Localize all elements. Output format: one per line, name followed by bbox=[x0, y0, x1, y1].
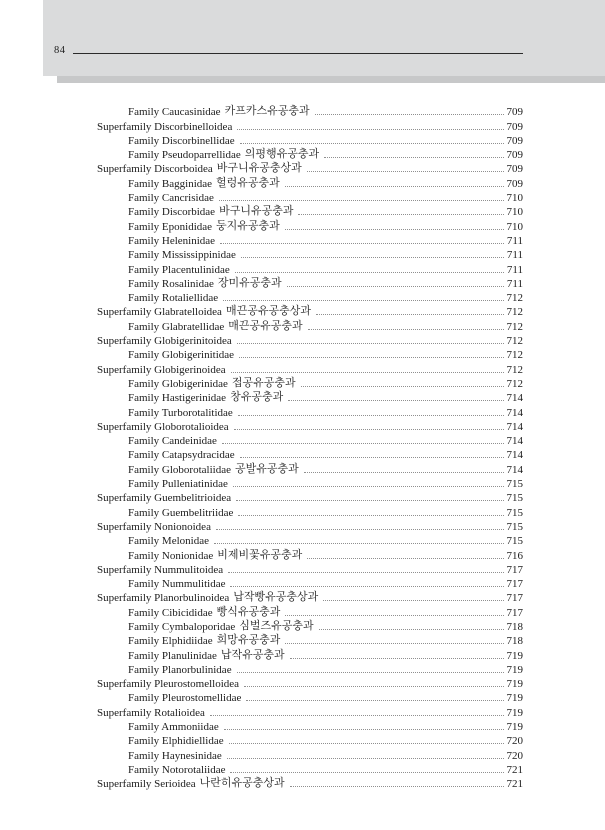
toc-entry bbox=[97, 762, 523, 776]
toc-entry-latin-name: Family Cymbaloporidae bbox=[128, 620, 236, 633]
toc-entry-page-number: 710 bbox=[506, 220, 523, 233]
toc-entry-page-number: 711 bbox=[506, 277, 523, 290]
toc-entry bbox=[97, 519, 523, 533]
toc-entry-korean-name: 창유공충과 bbox=[230, 391, 284, 404]
toc-entry bbox=[97, 333, 523, 347]
dot-leader bbox=[290, 658, 504, 659]
toc-entry-page-number: 717 bbox=[506, 592, 523, 605]
toc-entry-page-number: 712 bbox=[506, 335, 523, 348]
toc-entry-latin-name: Superfamily Nonionoidea bbox=[97, 520, 211, 533]
toc-entry bbox=[97, 662, 523, 676]
toc-entry-korean-name: 카프카스유공충과 bbox=[224, 105, 310, 118]
toc-entry bbox=[97, 118, 523, 132]
dot-leader bbox=[231, 372, 504, 373]
toc-entry-page-number: 719 bbox=[506, 663, 523, 676]
dot-leader bbox=[224, 729, 504, 730]
toc-entry-page-number: 717 bbox=[506, 606, 523, 619]
toc-entry-latin-name: Superfamily Guembelitrioidea bbox=[97, 492, 232, 505]
toc-entry bbox=[97, 690, 523, 704]
previous-page-fragment bbox=[43, 0, 605, 76]
toc-entry-page-number: 721 bbox=[506, 778, 523, 791]
toc-entry-korean-name: 납작유공충과 bbox=[220, 648, 285, 661]
toc-entry-latin-name: Superfamily Globigerinitoidea bbox=[97, 335, 232, 348]
toc-entry-page-number: 709 bbox=[506, 120, 523, 133]
toc-entry-korean-name: 납작빵유공충상과 bbox=[233, 591, 319, 604]
dot-leader bbox=[235, 272, 504, 273]
toc-entry-latin-name: Family Pseudoparrellidae bbox=[128, 149, 241, 162]
dot-leader bbox=[323, 600, 503, 601]
toc-entry-latin-name: Superfamily Serioidea bbox=[97, 778, 196, 791]
toc-entry bbox=[97, 376, 523, 390]
dot-leader bbox=[237, 672, 504, 673]
dot-leader bbox=[228, 572, 503, 573]
dot-leader bbox=[307, 558, 503, 559]
toc-entry-latin-name: Superfamily Nummulitoidea bbox=[97, 563, 224, 576]
toc-entry bbox=[97, 404, 523, 418]
dot-leader bbox=[244, 686, 503, 687]
toc-entry-page-number: 711 bbox=[506, 234, 523, 247]
dot-leader bbox=[219, 200, 504, 201]
toc-entry-page-number: 714 bbox=[506, 463, 523, 476]
toc-entry-latin-name: Family Placentulinidae bbox=[128, 263, 230, 276]
toc-entry bbox=[97, 747, 523, 761]
toc-entry-page-number: 714 bbox=[506, 406, 523, 419]
toc-entry bbox=[97, 647, 523, 661]
toc-entry-page-number: 719 bbox=[506, 649, 523, 662]
dot-leader bbox=[324, 157, 503, 158]
toc-entry bbox=[97, 261, 523, 275]
toc-entry-latin-name: Family Rosalinidae bbox=[128, 277, 214, 290]
toc-entry-latin-name: Family Globorotaliidae bbox=[128, 463, 231, 476]
toc-entry-page-number: 717 bbox=[506, 578, 523, 591]
toc-entry bbox=[97, 147, 523, 161]
toc-entry-korean-name: 공발유공충과 bbox=[234, 462, 299, 475]
toc-entry-latin-name: Family Discorbidae bbox=[128, 206, 216, 219]
toc-entry-latin-name: Superfamily Glabratelloidea bbox=[97, 306, 222, 319]
dot-leader bbox=[236, 500, 503, 501]
dot-leader bbox=[285, 229, 504, 230]
toc-entry bbox=[97, 190, 523, 204]
dot-leader bbox=[237, 343, 504, 344]
dot-leader bbox=[290, 786, 504, 787]
dot-leader bbox=[285, 186, 504, 187]
toc-entry-latin-name: Family Mississippinidae bbox=[128, 249, 236, 262]
toc-entry-latin-name: Family Catapsydracidae bbox=[128, 449, 235, 462]
toc-entry-latin-name: Family Eponididae bbox=[128, 220, 213, 233]
toc-entry-page-number: 712 bbox=[506, 320, 523, 333]
dot-leader bbox=[239, 357, 503, 358]
toc-entry-page-number: 715 bbox=[506, 535, 523, 548]
toc-entry-latin-name: Family Glabratellidae bbox=[128, 320, 225, 333]
dot-leader bbox=[222, 443, 504, 444]
toc-entry-korean-name: 장미유공충과 bbox=[217, 276, 282, 289]
toc-entry-latin-name: Family Discorbinellidae bbox=[128, 134, 235, 147]
toc-entry-page-number: 710 bbox=[506, 192, 523, 205]
toc-entry bbox=[97, 461, 523, 475]
toc-entry-latin-name: Family Pulleniatinidae bbox=[128, 478, 228, 491]
toc-entry-latin-name: Family Candeinidae bbox=[128, 435, 217, 448]
toc-entry bbox=[97, 562, 523, 576]
toc-entry-latin-name: Family Planorbulinidae bbox=[128, 663, 232, 676]
dot-leader bbox=[216, 529, 504, 530]
page-drop-shadow bbox=[57, 76, 605, 83]
toc-entry bbox=[97, 218, 523, 232]
toc-entry-page-number: 710 bbox=[506, 206, 523, 219]
toc-entry bbox=[97, 676, 523, 690]
toc-entry-latin-name: Family Hastigerinidae bbox=[128, 392, 227, 405]
toc-entry bbox=[97, 633, 523, 647]
toc-entry-page-number: 720 bbox=[506, 749, 523, 762]
toc-entry-korean-name: 바구니유공충과 bbox=[219, 205, 294, 218]
toc-entry-page-number: 709 bbox=[506, 134, 523, 147]
toc-entry-latin-name: Family Turborotalitidae bbox=[128, 406, 233, 419]
dot-leader bbox=[285, 643, 503, 644]
dot-leader bbox=[240, 457, 504, 458]
page-header-rule bbox=[73, 53, 523, 54]
dot-leader bbox=[315, 114, 504, 115]
toc-entry-latin-name: Family Cibicididae bbox=[128, 606, 213, 619]
toc-entry bbox=[97, 318, 523, 332]
dot-leader bbox=[308, 329, 504, 330]
toc-entry bbox=[97, 776, 523, 790]
toc-entry bbox=[97, 704, 523, 718]
toc-entry-page-number: 711 bbox=[506, 249, 523, 262]
toc-entry bbox=[97, 590, 523, 604]
toc-entry-latin-name: Family Nummulitidae bbox=[128, 578, 226, 591]
dot-leader bbox=[301, 386, 504, 387]
dot-leader bbox=[233, 486, 504, 487]
page-number: 84 bbox=[54, 45, 66, 56]
toc-entry-page-number: 712 bbox=[506, 306, 523, 319]
toc-entry-latin-name: Superfamily Pleurostomelloidea bbox=[97, 678, 240, 691]
toc-entry-latin-name: Family Planulinidae bbox=[128, 649, 217, 662]
toc-entry-korean-name: 바구니유공충상과 bbox=[216, 162, 302, 175]
toc-entry bbox=[97, 390, 523, 404]
toc-entry-korean-name: 매끈공유공충과 bbox=[228, 319, 303, 332]
toc-entry-page-number: 719 bbox=[506, 721, 523, 734]
toc-entry bbox=[97, 547, 523, 561]
toc-entry-korean-name: 둥지유공충과 bbox=[216, 219, 280, 232]
dot-leader bbox=[234, 429, 504, 430]
toc-entry-latin-name: Superfamily Discorboidea bbox=[97, 163, 213, 176]
toc-entry-page-number: 714 bbox=[506, 449, 523, 462]
toc-entry-page-number: 709 bbox=[506, 177, 523, 190]
dot-leader bbox=[230, 586, 503, 587]
toc-entry-korean-name: 빵식유공충과 bbox=[216, 605, 281, 618]
toc-entry bbox=[97, 161, 523, 175]
toc-entry bbox=[97, 204, 523, 218]
toc-entry-korean-name: 헐렁유공충과 bbox=[216, 176, 280, 189]
toc-entry-page-number: 715 bbox=[506, 520, 523, 533]
toc-entry-latin-name: Family Haynesinidae bbox=[128, 749, 222, 762]
toc-entry bbox=[97, 175, 523, 189]
toc-entry-latin-name: Family Ammoniidae bbox=[128, 721, 219, 734]
toc-entry bbox=[97, 361, 523, 375]
toc-entry bbox=[97, 719, 523, 733]
dot-leader bbox=[230, 772, 503, 773]
toc-entry bbox=[97, 733, 523, 747]
table-of-contents bbox=[97, 104, 523, 790]
toc-entry-page-number: 718 bbox=[506, 635, 523, 648]
toc-entry bbox=[97, 276, 523, 290]
dot-leader bbox=[246, 700, 503, 701]
toc-entry-page-number: 718 bbox=[506, 620, 523, 633]
toc-entry-page-number: 712 bbox=[506, 349, 523, 362]
toc-entry bbox=[97, 433, 523, 447]
toc-entry bbox=[97, 490, 523, 504]
toc-entry-latin-name: Superfamily Discorbinelloidea bbox=[97, 120, 233, 133]
toc-entry-page-number: 714 bbox=[506, 392, 523, 405]
toc-entry-page-number: 712 bbox=[506, 363, 523, 376]
toc-entry-page-number: 719 bbox=[506, 706, 523, 719]
toc-entry-page-number: 709 bbox=[506, 163, 523, 176]
toc-entry-latin-name: Family Guembelitriidae bbox=[128, 506, 234, 519]
toc-entry bbox=[97, 247, 523, 261]
toc-entry-page-number: 714 bbox=[506, 435, 523, 448]
toc-entry-latin-name: Family Melonidae bbox=[128, 535, 209, 548]
dot-leader bbox=[319, 629, 504, 630]
toc-entry-latin-name: Family Rotaliellidae bbox=[128, 292, 219, 305]
toc-entry-page-number: 719 bbox=[506, 678, 523, 691]
toc-entry-korean-name: 의평행유공충과 bbox=[244, 148, 320, 161]
toc-entry-latin-name: Family Elphidiidae bbox=[128, 635, 213, 648]
toc-entry-latin-name: Family Nonionidae bbox=[128, 549, 214, 562]
toc-entry-latin-name: Superfamily Planorbulinoidea bbox=[97, 592, 230, 605]
toc-entry-korean-name: 나란히유공충상과 bbox=[199, 777, 285, 790]
toc-entry bbox=[97, 104, 523, 118]
dot-leader bbox=[304, 472, 504, 473]
toc-entry-page-number: 717 bbox=[506, 563, 523, 576]
toc-entry-page-number: 712 bbox=[506, 292, 523, 305]
toc-entry-page-number: 719 bbox=[506, 692, 523, 705]
dot-leader bbox=[298, 214, 503, 215]
toc-entry-korean-name: 심벌즈유공충과 bbox=[239, 619, 314, 632]
toc-entry-latin-name: Family Globigerinidae bbox=[128, 377, 228, 390]
toc-entry-page-number: 709 bbox=[506, 106, 523, 119]
toc-entry bbox=[97, 347, 523, 361]
dot-leader bbox=[288, 400, 503, 401]
dot-leader bbox=[237, 129, 503, 130]
toc-entry-latin-name: Family Heleninidae bbox=[128, 234, 216, 247]
toc-entry-korean-name: 접공유공충과 bbox=[231, 376, 296, 389]
dot-leader bbox=[223, 300, 503, 301]
dot-leader bbox=[210, 715, 504, 716]
toc-entry bbox=[97, 619, 523, 633]
toc-entry-latin-name: Superfamily Rotalioidea bbox=[97, 706, 205, 719]
toc-entry-korean-name: 매끈공유공충상과 bbox=[225, 305, 311, 318]
toc-entry-page-number: 709 bbox=[506, 149, 523, 162]
toc-entry-page-number: 721 bbox=[506, 763, 523, 776]
toc-entry-korean-name: 비제비꽃유공충과 bbox=[217, 548, 303, 561]
toc-entry-latin-name: Superfamily Globigerinoidea bbox=[97, 363, 226, 376]
dot-leader bbox=[285, 615, 503, 616]
toc-entry-korean-name: 희망유공충과 bbox=[216, 634, 281, 647]
toc-entry-page-number: 715 bbox=[506, 478, 523, 491]
toc-entry-page-number: 714 bbox=[506, 420, 523, 433]
toc-entry bbox=[97, 304, 523, 318]
toc-entry-page-number: 715 bbox=[506, 506, 523, 519]
toc-entry bbox=[97, 419, 523, 433]
dot-leader bbox=[240, 143, 504, 144]
dot-leader bbox=[238, 415, 504, 416]
toc-entry-latin-name: Family Elphidiellidae bbox=[128, 735, 224, 748]
dot-leader bbox=[214, 543, 504, 544]
dot-leader bbox=[220, 243, 504, 244]
toc-entry-latin-name: Family Cancrisidae bbox=[128, 192, 214, 205]
toc-entry-page-number: 716 bbox=[506, 549, 523, 562]
toc-entry bbox=[97, 233, 523, 247]
dot-leader bbox=[241, 257, 504, 258]
dot-leader bbox=[307, 171, 504, 172]
dot-leader bbox=[227, 758, 504, 759]
dot-leader bbox=[229, 743, 504, 744]
toc-entry-latin-name: Family Caucasinidae bbox=[128, 106, 221, 119]
toc-entry-page-number: 712 bbox=[506, 377, 523, 390]
toc-entry bbox=[97, 476, 523, 490]
dot-leader bbox=[287, 286, 504, 287]
toc-entry-page-number: 720 bbox=[506, 735, 523, 748]
toc-entry-page-number: 715 bbox=[506, 492, 523, 505]
toc-entry-latin-name: Family Bagginidae bbox=[128, 177, 213, 190]
toc-entry-latin-name: Family Pleurostomellidae bbox=[128, 692, 242, 705]
toc-entry bbox=[97, 533, 523, 547]
toc-entry-latin-name: Superfamily Globorotalioidea bbox=[97, 420, 229, 433]
dot-leader bbox=[316, 314, 504, 315]
toc-entry-page-number: 711 bbox=[506, 263, 523, 276]
toc-entry bbox=[97, 504, 523, 518]
dot-leader bbox=[238, 515, 503, 516]
toc-entry-latin-name: Family Globigerinitidae bbox=[128, 349, 235, 362]
toc-entry bbox=[97, 447, 523, 461]
toc-entry-latin-name: Family Notorotaliidae bbox=[128, 763, 226, 776]
